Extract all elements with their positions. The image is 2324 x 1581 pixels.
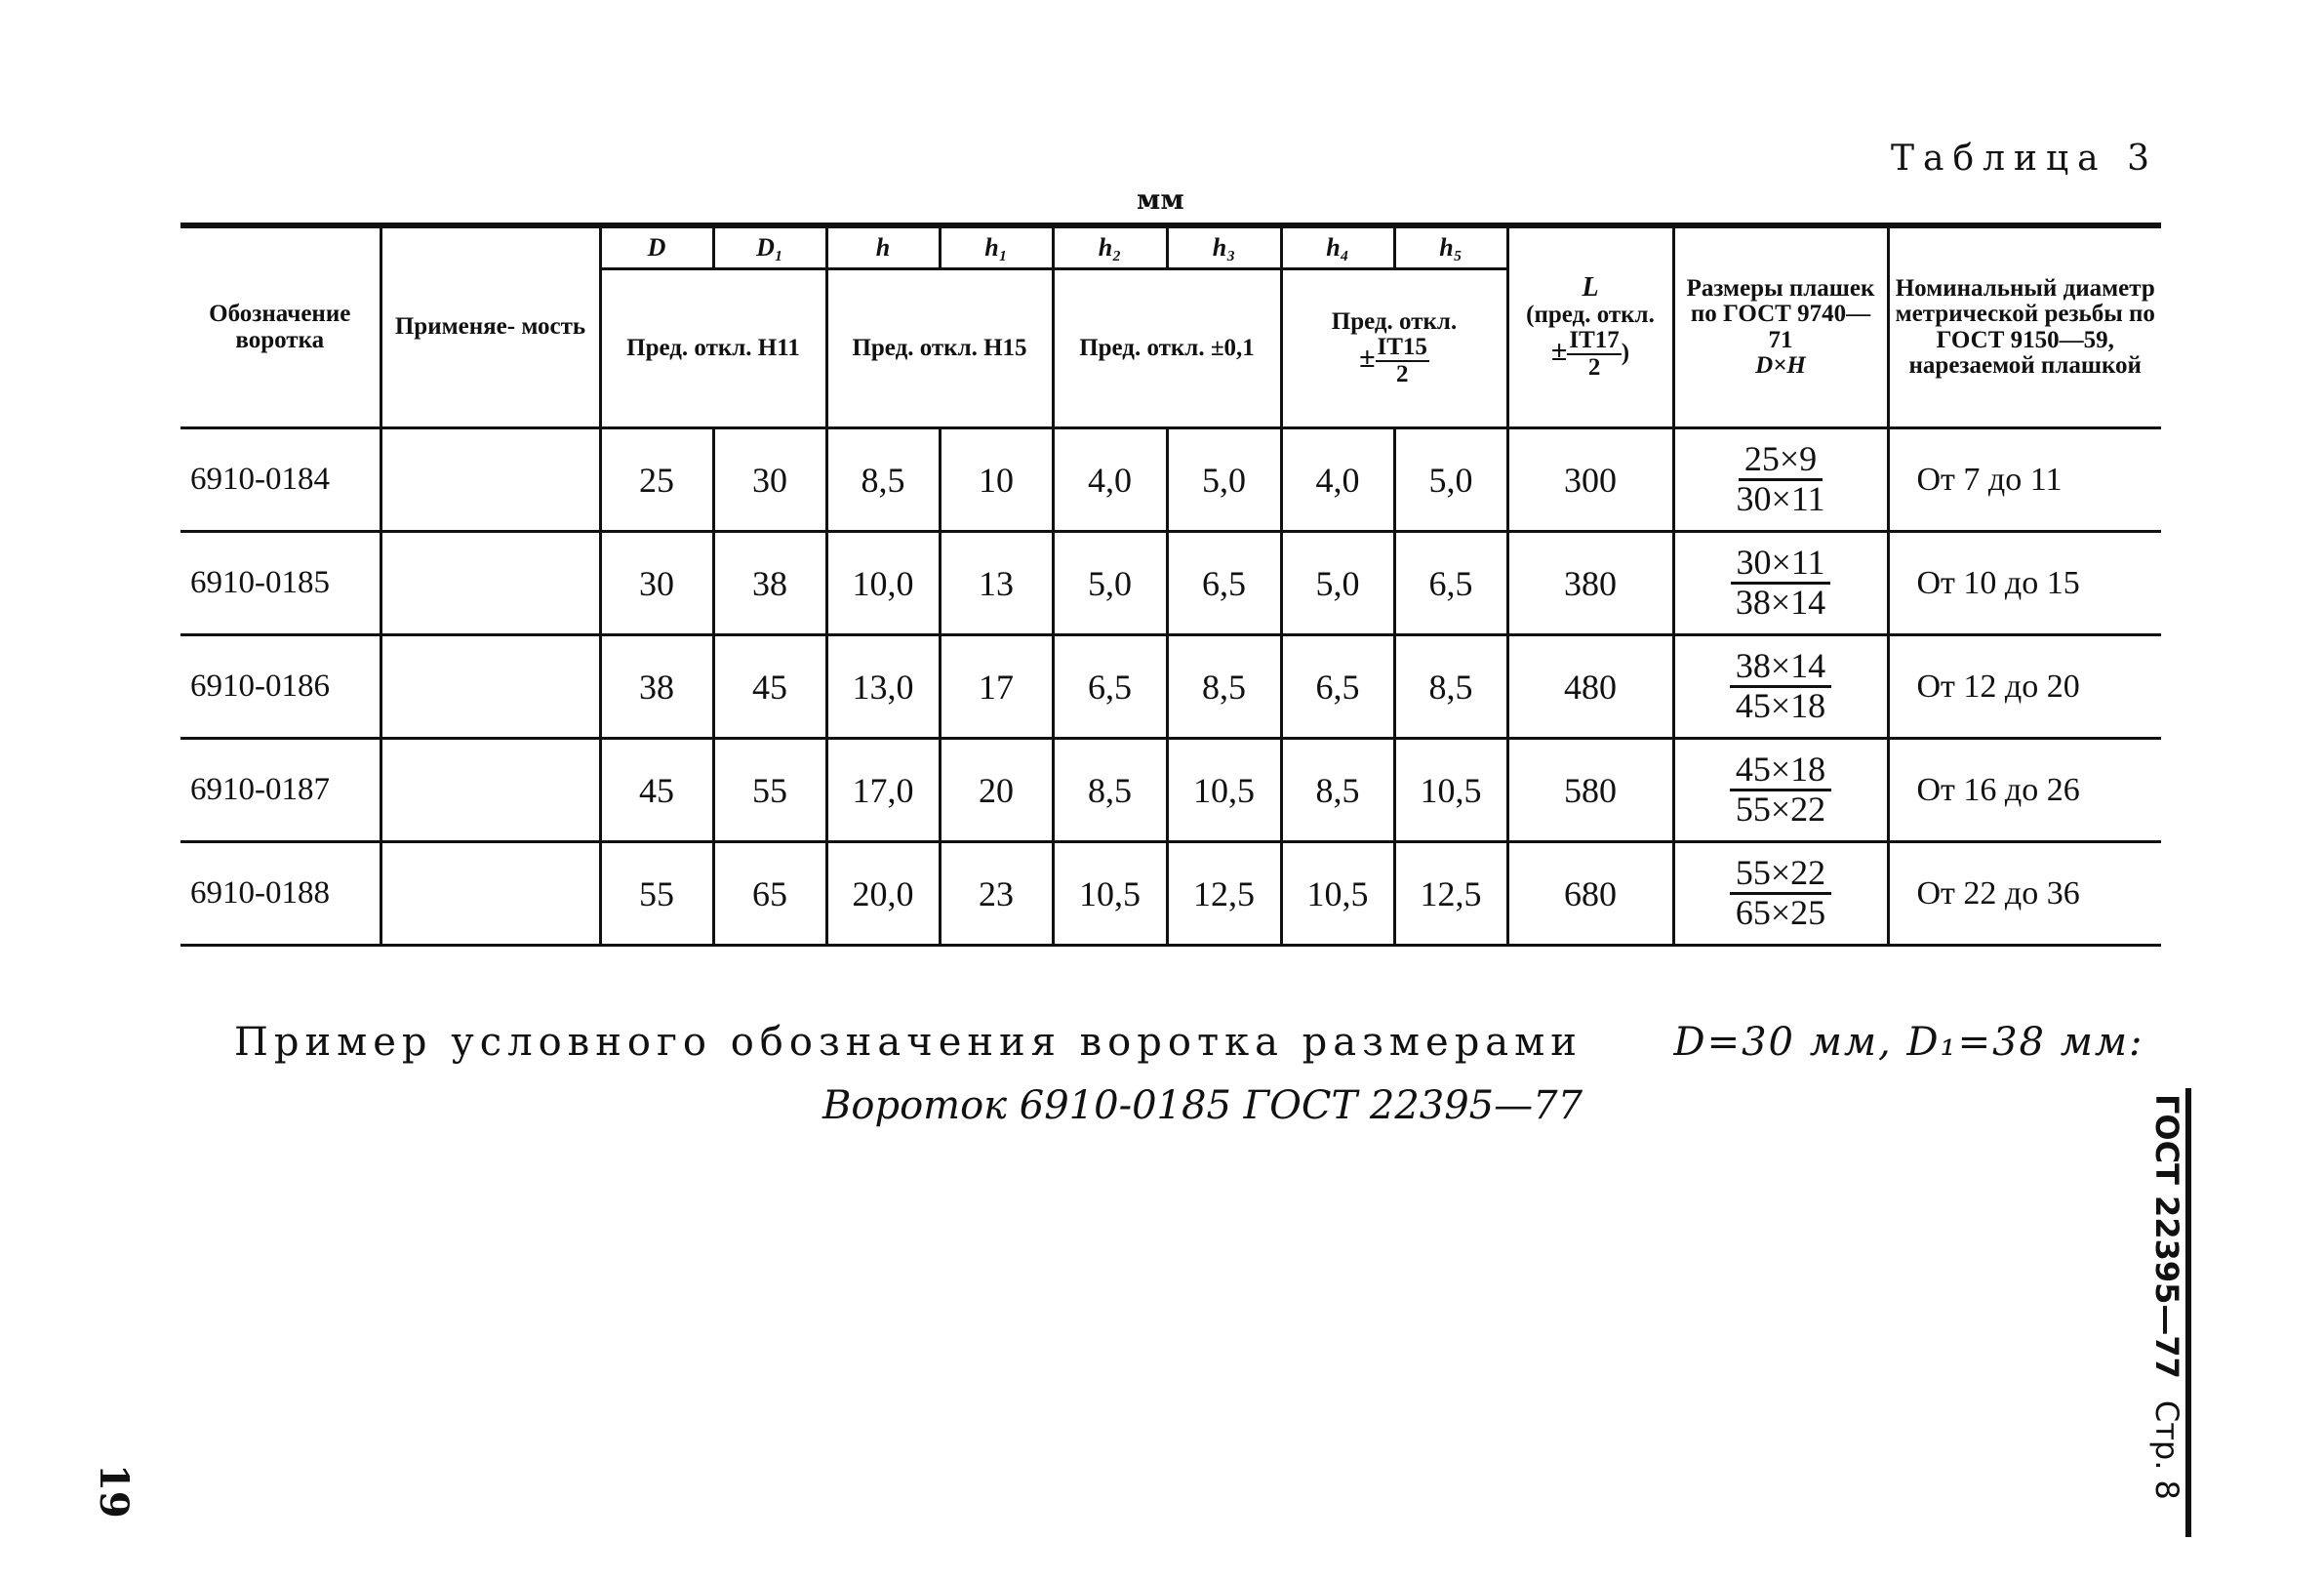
header-D: D — [600, 225, 713, 269]
cell-h1: 10 — [940, 428, 1053, 532]
cell-D: 30 — [600, 532, 713, 635]
table-caption: Таблица 3 — [1891, 139, 2158, 179]
sidebar-page: Стр. 8 — [2148, 1399, 2185, 1500]
cell-thread-range: От 10 до 15 — [1888, 532, 2161, 635]
header-D1: D₁ — [713, 225, 826, 269]
units-label: мм — [1137, 183, 1184, 216]
cell-h4: 5,0 — [1281, 532, 1394, 635]
cell-h5: 12,5 — [1394, 842, 1507, 946]
cell-die-size — [1673, 428, 1888, 532]
cell-h4: 10,5 — [1281, 842, 1394, 946]
cell-die-size — [1673, 532, 1888, 635]
die-size-bottom: 45×18 — [1735, 686, 1826, 725]
die-size-bottom: 38×14 — [1735, 583, 1826, 622]
cell-L: 580 — [1507, 739, 1673, 842]
cell-h2: 4,0 — [1053, 428, 1167, 532]
example-designation: Вороток 6910-0185 ГОСТ 22395—77 — [822, 1083, 1583, 1128]
tol-h45-fraction — [1376, 335, 1429, 388]
cell-applicability — [381, 532, 600, 635]
table-row — [180, 739, 2161, 842]
L-tol-label: (пред. откл. — [1526, 301, 1655, 328]
cell-h1: 23 — [940, 842, 1053, 946]
cell-h3: 6,5 — [1167, 532, 1281, 635]
cell-h2: 10,5 — [1053, 842, 1167, 946]
header-tol-h45 — [1281, 269, 1507, 428]
die-size-bottom: 55×22 — [1735, 790, 1826, 829]
header-h4: h₄ — [1281, 225, 1394, 269]
die-size-bottom: 30×11 — [1736, 479, 1825, 518]
cell-h3: 12,5 — [1167, 842, 1281, 946]
cell-h2: 8,5 — [1053, 739, 1167, 842]
die-size-top: 55×22 — [1730, 855, 1831, 895]
cell-applicability — [381, 428, 600, 532]
tol-h45-den: 2 — [1395, 361, 1409, 388]
cell-h2: 6,5 — [1053, 635, 1167, 739]
cell-D: 55 — [600, 842, 713, 946]
table-row — [180, 842, 2161, 946]
sidebar-standard: ГОСТ 22395—77 — [2148, 1094, 2185, 1379]
cell-h2: 5,0 — [1053, 532, 1167, 635]
L-fraction — [1567, 328, 1621, 382]
L-close-paren: ) — [1621, 340, 1630, 367]
header-h3: h₃ — [1167, 225, 1281, 269]
header-h2: h₂ — [1053, 225, 1167, 269]
standard-sidebar — [2148, 1088, 2191, 1537]
cell-h5: 10,5 — [1394, 739, 1507, 842]
cell-D1: 38 — [713, 532, 826, 635]
header-tol-h23: Пред. откл. ±0,1 — [1053, 269, 1281, 428]
cell-thread-range: От 12 до 20 — [1888, 635, 2161, 739]
cell-designation: 6910-0186 — [180, 635, 381, 739]
tol-h45-plus-minus: ± — [1359, 341, 1376, 374]
L-fraction-num: IT17 — [1567, 328, 1621, 355]
cell-h3: 10,5 — [1167, 739, 1281, 842]
die-size-top: 45×18 — [1730, 751, 1831, 791]
die-size-top: 38×14 — [1730, 648, 1831, 688]
page-number: 19 — [91, 1464, 137, 1519]
cell-D: 38 — [600, 635, 713, 739]
L-symbol: L — [1582, 272, 1599, 304]
tol-h45-label: Пред. откл. — [1331, 307, 1458, 335]
cell-h4: 8,5 — [1281, 739, 1394, 842]
cell-designation: 6910-0187 — [180, 739, 381, 842]
cell-applicability — [381, 739, 600, 842]
example-line — [234, 1020, 2144, 1065]
header-h1: h₁ — [940, 225, 1053, 269]
cell-h1: 17 — [940, 635, 1053, 739]
example-text: Пример условного обозначения воротка размерами — [234, 1020, 1583, 1065]
table-row — [180, 428, 2161, 532]
tol-h45-num: IT15 — [1376, 335, 1429, 362]
cell-designation: 6910-0184 — [180, 428, 381, 532]
cell-D1: 30 — [713, 428, 826, 532]
die-size-bottom: 65×25 — [1735, 893, 1826, 932]
cell-h4: 6,5 — [1281, 635, 1394, 739]
cell-h5: 8,5 — [1394, 635, 1507, 739]
cell-h1: 13 — [940, 532, 1053, 635]
cell-h5: 6,5 — [1394, 532, 1507, 635]
cell-D: 45 — [600, 739, 713, 842]
cell-D: 25 — [600, 428, 713, 532]
die-dxh-label: D×H — [1755, 351, 1806, 379]
cell-thread-range: От 7 до 11 — [1888, 428, 2161, 532]
cell-h5: 5,0 — [1394, 428, 1507, 532]
die-sizes-label: Размеры плашек по ГОСТ 9740—71 — [1686, 275, 1875, 353]
die-size-top: 25×9 — [1739, 441, 1823, 481]
header-die-sizes — [1673, 225, 1888, 428]
example-dimensions: D=30 мм, D₁=38 мм: — [1673, 1020, 2144, 1065]
cell-D1: 45 — [713, 635, 826, 739]
cell-L: 680 — [1507, 842, 1673, 946]
cell-h3: 5,0 — [1167, 428, 1281, 532]
cell-applicability — [381, 842, 600, 946]
cell-designation: 6910-0188 — [180, 842, 381, 946]
cell-D1: 65 — [713, 842, 826, 946]
L-fraction-den: 2 — [1587, 354, 1601, 382]
cell-die-size — [1673, 739, 1888, 842]
header-tol-D: Пред. откл. H11 — [600, 269, 826, 428]
cell-die-size — [1673, 842, 1888, 946]
die-size-top: 30×11 — [1731, 545, 1831, 585]
cell-D1: 55 — [713, 739, 826, 842]
header-h5: h₅ — [1394, 225, 1507, 269]
header-L — [1507, 225, 1673, 428]
cell-L: 300 — [1507, 428, 1673, 532]
cell-h: 20,0 — [826, 842, 940, 946]
header-h: h — [826, 225, 940, 269]
table-row — [180, 532, 2161, 635]
cell-h3: 8,5 — [1167, 635, 1281, 739]
cell-die-size — [1673, 635, 1888, 739]
dimensions-table — [180, 223, 2161, 947]
cell-h: 8,5 — [826, 428, 940, 532]
table-row — [180, 635, 2161, 739]
L-plus-minus: ± — [1550, 335, 1568, 368]
cell-designation: 6910-0185 — [180, 532, 381, 635]
cell-L: 480 — [1507, 635, 1673, 739]
header-applicability: Применяе- мость — [381, 225, 600, 428]
cell-applicability — [381, 635, 600, 739]
header-thread-diameter: Номинальный диаметр метрической резьбы по ГОСТ 9150—59, нарезаемой плашкой — [1888, 225, 2161, 428]
cell-h4: 4,0 — [1281, 428, 1394, 532]
cell-h: 13,0 — [826, 635, 940, 739]
header-designation: Обозначение воротка — [180, 225, 381, 428]
cell-thread-range: От 22 до 36 — [1888, 842, 2161, 946]
cell-L: 380 — [1507, 532, 1673, 635]
cell-h: 10,0 — [826, 532, 940, 635]
cell-h1: 20 — [940, 739, 1053, 842]
header-tol-h: Пред. откл. H15 — [826, 269, 1053, 428]
cell-h: 17,0 — [826, 739, 940, 842]
cell-thread-range: От 16 до 26 — [1888, 739, 2161, 842]
